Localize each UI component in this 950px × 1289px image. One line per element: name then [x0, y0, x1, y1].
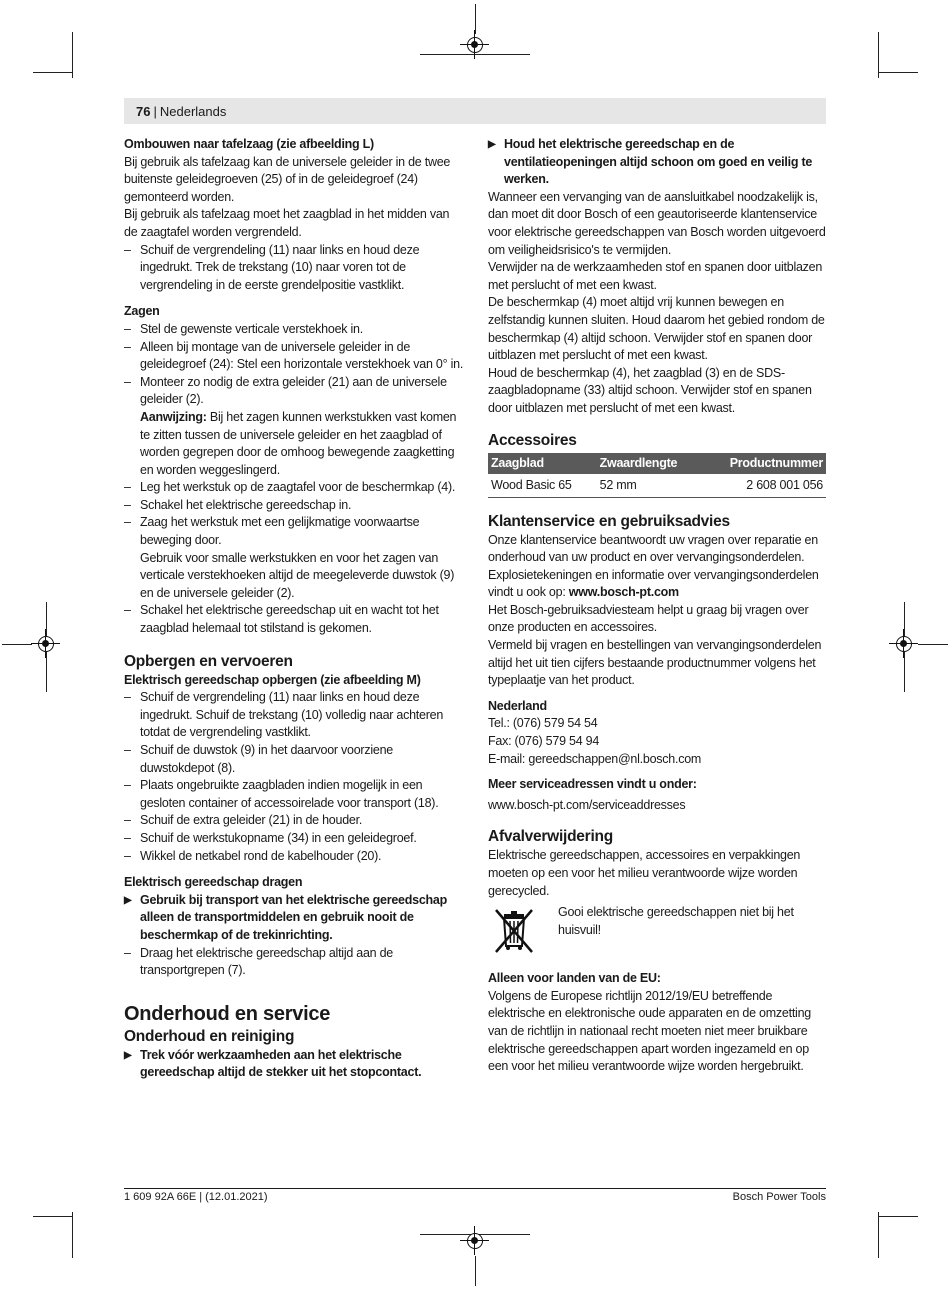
table-header-row: [488, 453, 826, 474]
ombouwen-title: Ombouwen naar tafelzaag (zie afbeelding L): [124, 137, 374, 151]
footer-rule: [124, 1188, 826, 1189]
table-cell: 52 mm: [597, 474, 702, 498]
klantenservice-paragraph-2: Het Bosch-gebruiksadviesteam helpt u graag bij vragen over onze producten en accessoires.: [488, 602, 809, 635]
list-item: – Plaats ongebruikte zaagbladen indien mogelijk in een gesloten container of accessoirelade voor transport (18).: [124, 777, 464, 812]
crop-mark: [420, 54, 530, 55]
left-column: [124, 136, 464, 1082]
table-cell: Wood Basic 65: [488, 474, 597, 498]
dragen-list: [124, 945, 464, 980]
list-item: – Schuif de vergrendeling (11) naar links en houd deze ingedrukt. Trek de trekstang (10) naar voren tot de vergrendeling in de eerste grendelpositie vastklikt.: [124, 242, 464, 295]
email-address: E-mail: gereedschappen@nl.bosch.com: [488, 751, 702, 766]
list-item: – Draag het elektrische gereedschap altijd aan de transportgrepen (7).: [124, 945, 464, 980]
crop-mark: [475, 4, 476, 34]
dragen-title: Elektrisch gereedschap dragen: [124, 875, 303, 890]
weee-notice: [488, 904, 826, 954]
zagen-list: [124, 321, 464, 638]
dragen-warning: ▶ Gebruik bij transport van het elektrische gereedschap alleen de transportmiddelen en gebruik nooit de beschermkap of de trekinrichting.: [124, 892, 464, 945]
eu-paragraph: Volgens de Europese richtlijn 2012/19/EU betreffende elektrische en elektronische oude apparaten en de omzetting van de richtlijn in nationaal recht moeten niet meer bruikbare elektrische gereedschappen apart worden ingezameld en op een voor het milieu verantwoorde wijze worden hergebruikt.: [488, 988, 811, 1074]
table-cell: 2 608 001 056: [701, 474, 826, 498]
header-language: Nederlands: [159, 103, 227, 119]
list-item: [124, 374, 464, 480]
list-item: – Schakel het elektrische gereedschap in.: [124, 497, 464, 515]
bosch-link[interactable]: www.bosch-pt.com: [568, 585, 679, 600]
ombouwen-list: [124, 242, 464, 295]
afvalverwijdering-heading: Afvalverwijdering: [488, 828, 613, 846]
zagen-title: Zagen: [124, 304, 160, 319]
list-item: – Leg het werkstuk op de zaagtafel voor de beschermkap (4).: [124, 479, 464, 497]
footer-document-number: 1 609 92A 66E | (12.01.2021): [124, 1191, 268, 1203]
opbergen-list: [124, 689, 464, 865]
list-item-extra: Gebruik voor smalle werkstukken en voor het zagen van verticale verstekhoeken altijd de meegeleverde duwstok (9) en de universele geleider (2).: [140, 550, 455, 600]
registration-mark-top: [467, 37, 483, 53]
list-item: – Stel de gewenste verticale verstekhoek in.: [124, 321, 464, 339]
crop-mark: [72, 1212, 73, 1258]
header-separator: |: [153, 103, 157, 119]
crop-mark: [475, 1256, 476, 1286]
list-item: – Schuif de extra geleider (21) in de houder.: [124, 812, 464, 830]
reiniging-warning: ▶ Trek vóór werkzaamheden aan het elektrische gereedschap altijd de stekker uit het stopcontact.: [124, 1047, 464, 1082]
page-number: 76: [136, 103, 151, 119]
column-header: Zwaardlengte: [597, 453, 702, 474]
afval-paragraph: Elektrische gereedschappen, accessoires en verpakkingen moeten op een voor het milieu verantwoorde wijze worden gerecycled.: [488, 848, 801, 898]
note-label: Aanwijzing:: [140, 409, 207, 424]
fax-number: Fax: (076) 579 54 94: [488, 734, 600, 749]
table-row: [488, 474, 826, 498]
list-item: [124, 514, 464, 602]
note-text: Bij het zagen kunnen werkstukken vast komen te zitten tussen de universele geleider en het zaagblad of worden gegrepen door de omhoog bewegende zaagketting en worden weggeslingerd.: [140, 409, 457, 477]
opbergen-heading: Opbergen en vervoeren: [124, 652, 293, 670]
cable-paragraph: Wanneer een vervanging van de aansluitkabel noodzakelijk is, dan moet dit door Bosch of een geautoriseerde klantenservice voor elektrische gereedschappen van Bosch worden uitgevoerd om veiligheidsrisico's te vermijden.: [488, 189, 826, 257]
meer-title: Meer serviceadressen vindt u onder:: [488, 777, 697, 792]
nederland-title: Nederland: [488, 698, 547, 713]
crop-mark: [918, 644, 948, 645]
crop-mark: [33, 1216, 73, 1217]
accessories-table: [488, 453, 826, 498]
list-item: – Wikkel de netkabel rond de kabelhouder (20).: [124, 848, 464, 866]
list-item: – Schuif de duwstok (9) in het daarvoor voorziene duwstokdepot (8).: [124, 742, 464, 777]
weee-text: Gooi elektrische gereedschappen niet bij het huisvuil!: [558, 905, 794, 937]
list-item-text: Monteer zo nodig de extra geleider (21) aan de universele geleider (2).: [140, 374, 447, 407]
list-item: – Schakel het elektrische gereedschap uit en wacht tot het zaagblad helemaal tot stilstand is gekomen.: [124, 602, 464, 637]
klantenservice-paragraph-3: Vermeld bij vragen en bestellingen van vervangingsonderdelen altijd het uit tien cijfers bestaande productnummer volgens het typeplaatje van het product.: [488, 638, 822, 688]
ombouwen-paragraph-2: Bij gebruik als tafelzaag moet het zaagblad in het midden van de zaagtafel worden vergrendeld.: [124, 207, 450, 239]
ombouwen-paragraph-1: Bij gebruik als tafelzaag kan de universele geleider in de twee buitenste geleidegroeven (25) of in de geleidegroef (24) gemonteerd worden.: [124, 154, 451, 204]
clean-paragraph: Houd de beschermkap (4), het zaagblad (3) en de SDS-zaagbladopname (33) altijd schoon. Verwijder stof en spanen door uitblazen met perslucht of met een kwast.: [488, 365, 812, 415]
crop-mark: [878, 1212, 879, 1258]
column-header: Zaagblad: [488, 453, 597, 474]
crop-mark: [33, 72, 73, 73]
column-header: Productnummer: [701, 453, 826, 474]
guard-paragraph: De beschermkap (4) moet altijd vrij kunnen bewegen en zelfstandig kunnen sluiten. Houd daarom het gebied rondom de beschermkap (4) altijd schoon. Verwijder stof en spanen door uitblazen met perslucht of met een kwast.: [488, 295, 825, 363]
onderhoud-heading: Onderhoud en service: [124, 1002, 331, 1025]
registration-mark-bottom: [467, 1233, 483, 1249]
registration-mark-right: [896, 636, 912, 652]
page-header: [124, 98, 826, 124]
list-item-text: Zaag het werkstuk met een gelijkmatige voorwaartse beweging door.: [140, 515, 420, 548]
right-column: [488, 136, 826, 1076]
crop-mark: [878, 72, 918, 73]
footer-brand: Bosch Power Tools: [732, 1191, 826, 1203]
reiniging-heading: Onderhoud en reiniging: [124, 1027, 295, 1045]
crop-mark: [878, 1216, 918, 1217]
accessoires-heading: Accessoires: [488, 431, 577, 449]
phone-number: Tel.: (076) 579 54 54: [488, 716, 598, 731]
serviceaddresses-link[interactable]: www.bosch-pt.com/serviceaddresses: [488, 797, 686, 812]
klantenservice-heading: Klantenservice en gebruiksadvies: [488, 512, 730, 530]
klantenservice-text: Onze klantenservice beantwoordt uw vragen over reparatie en onderhoud van uw product en over vervangingsonderdelen. Explosietekeningen en informatie over vervangingsonderdelen vindt u ook op:: [488, 532, 819, 600]
ventilation-warning: ▶ Houd het elektrische gereedschap en de ventilatieopeningen altijd schoon om goed en veilig te werken.: [488, 136, 826, 189]
crop-mark: [2, 644, 32, 645]
crossed-out-bin-icon: [490, 906, 538, 954]
list-item: – Alleen bij montage van de universele geleider in de geleidegroef (24): Stel een horizontale verstekhoek van 0° in.: [124, 339, 464, 374]
registration-mark-left: [38, 636, 54, 652]
opbergen-title: Elektrisch gereedschap opbergen (zie afbeelding M): [124, 672, 421, 687]
list-item: – Schuif de vergrendeling (11) naar links en houd deze ingedrukt. Schuif de trekstang (10) volledig naar achteren totdat de vergrendeling vastklikt.: [124, 689, 464, 742]
dust-paragraph: Verwijder na de werkzaamheden stof en spanen door uitblazen met perslucht of met een kwast.: [488, 260, 823, 292]
klantenservice-paragraph-1: [488, 532, 826, 602]
eu-title: Alleen voor landen van de EU:: [488, 971, 661, 986]
list-item: – Schuif de werkstukopname (34) in een geleidegroef.: [124, 830, 464, 848]
